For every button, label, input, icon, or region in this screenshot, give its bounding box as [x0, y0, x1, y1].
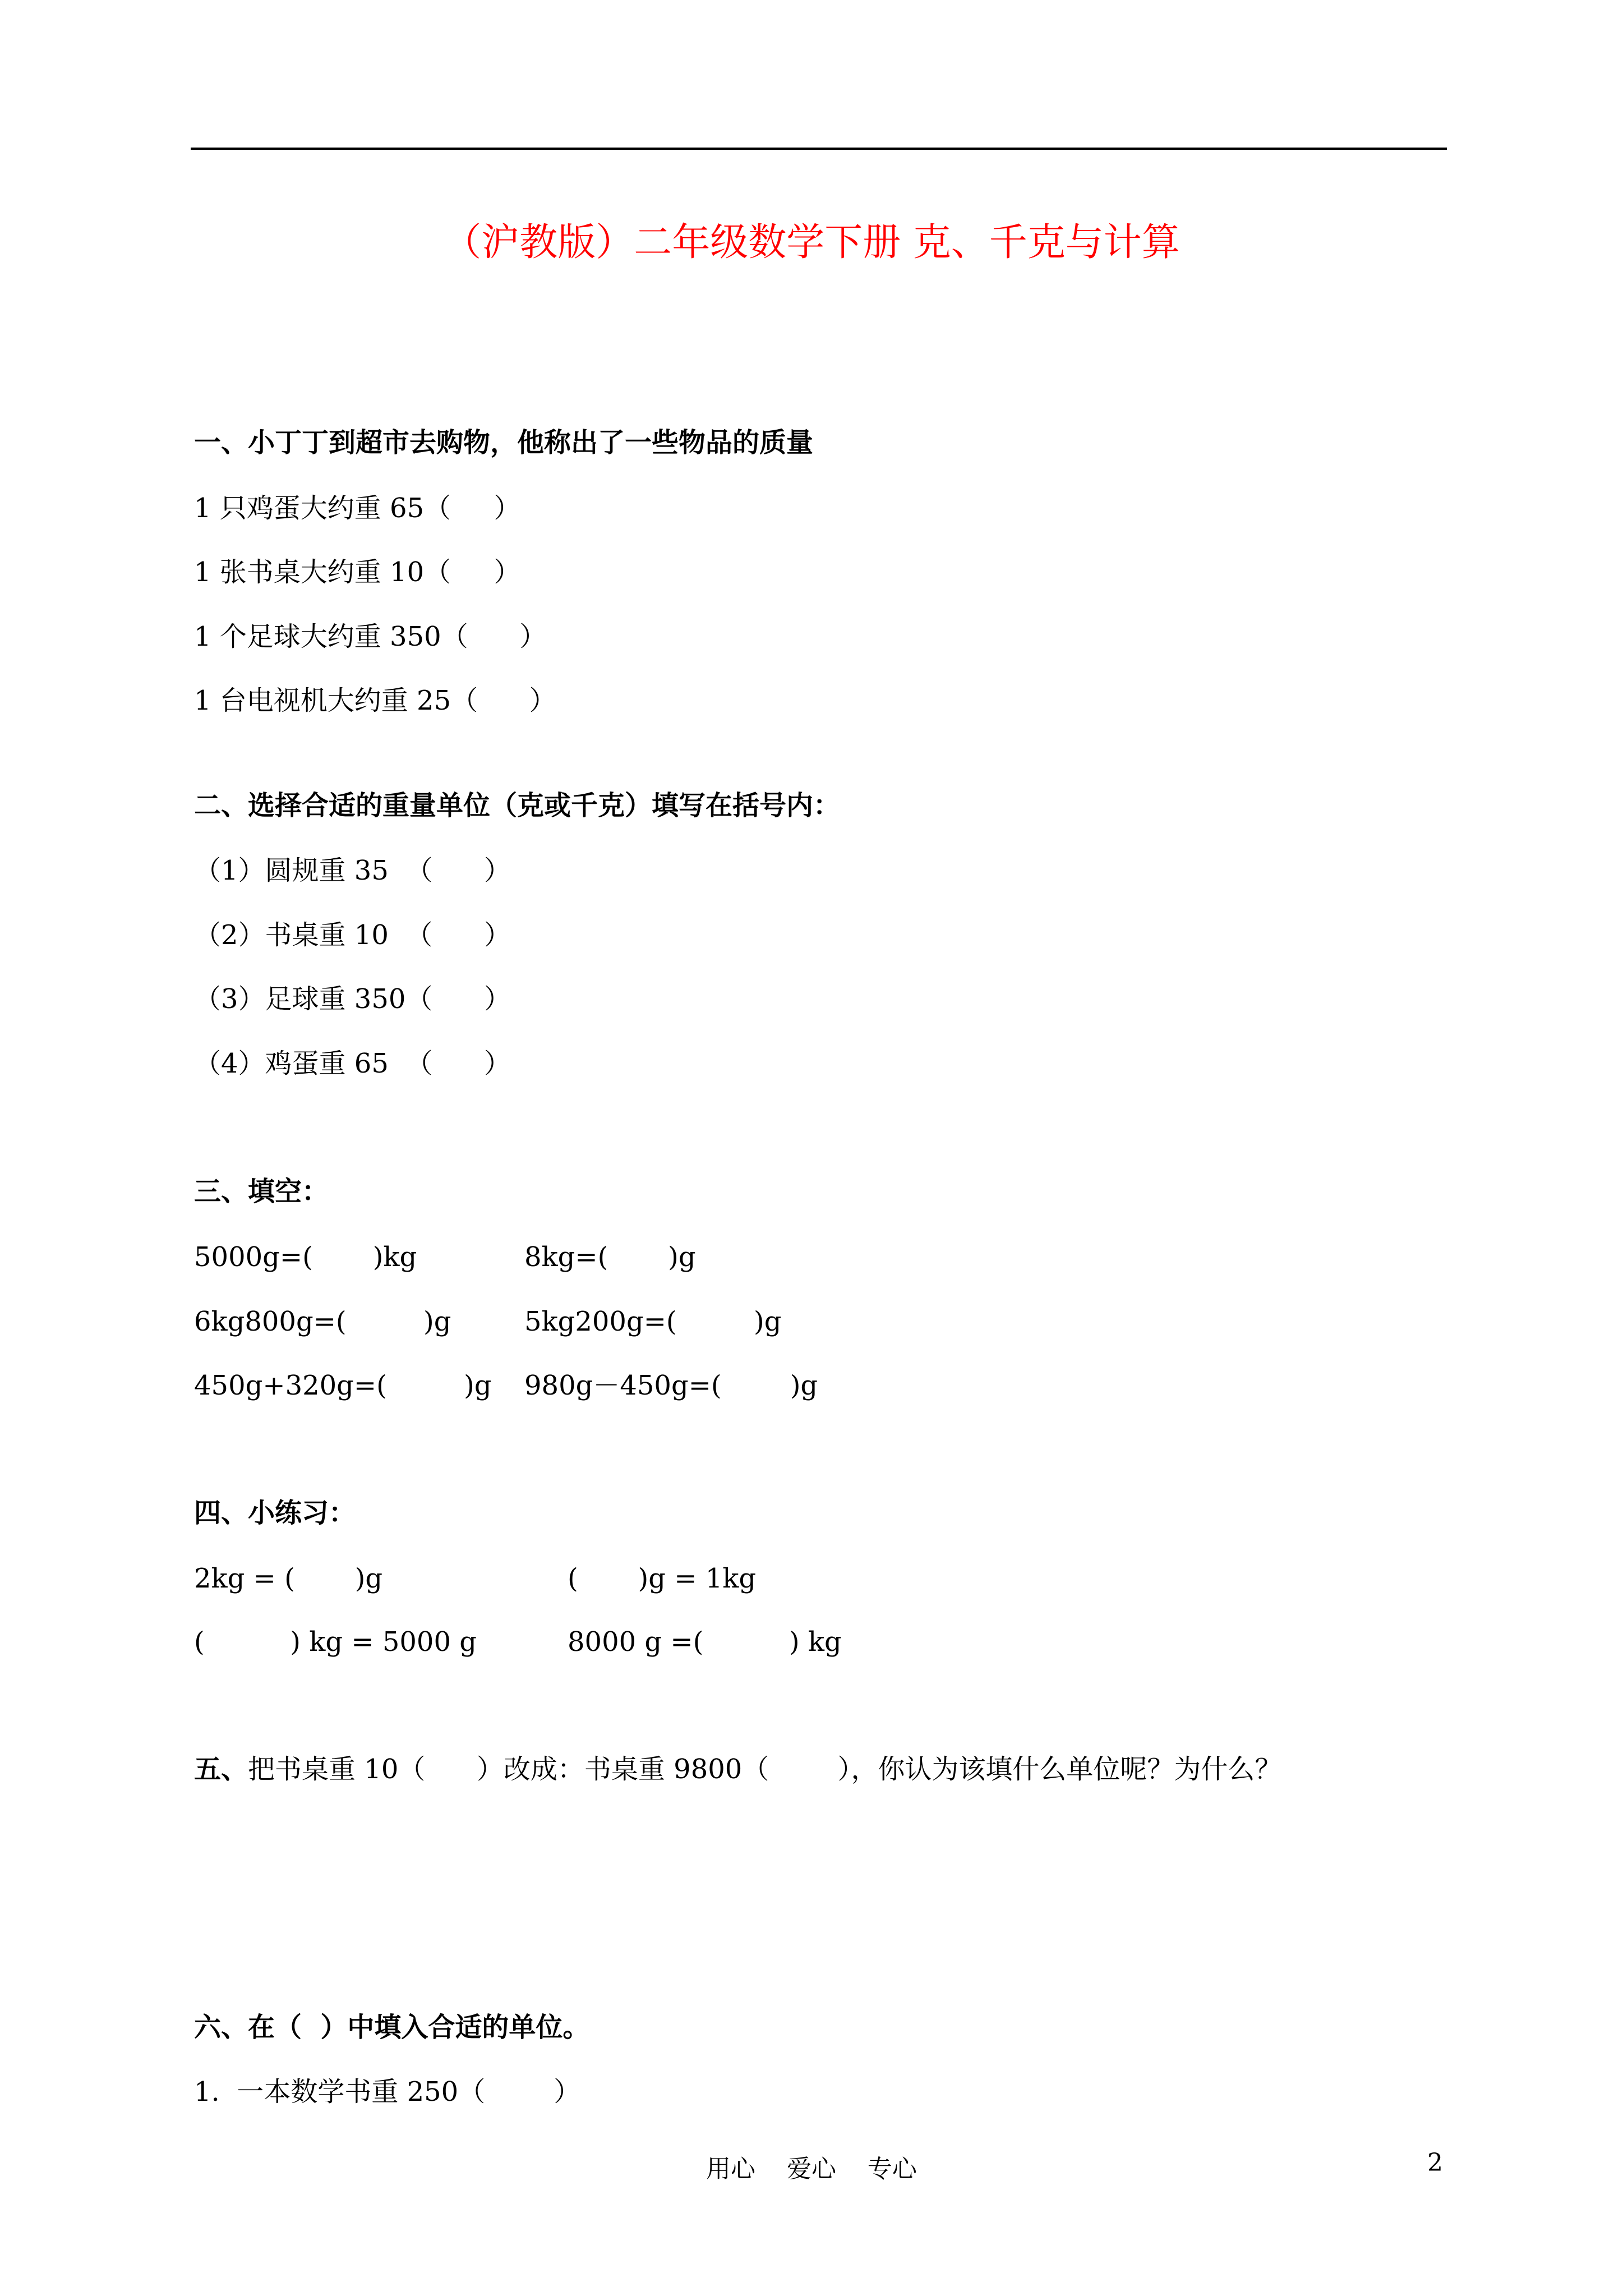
section-6-item: 1. 一本数学书重 250（ ）	[194, 2076, 581, 2108]
section-3-right: 5kg200g=( )g	[524, 1306, 782, 1337]
section-1-item: 1 张书桌大约重 10（ ）	[194, 556, 521, 588]
section-3-left: 5000g=( )kg	[194, 1241, 417, 1273]
section-2-item: （4）鸡蛋重 65 （ ）	[194, 1048, 511, 1079]
section-4-heading: 四、小练习：	[194, 1497, 356, 1529]
section-6-heading: 六、在（ ）中填入合适的单位。	[194, 2012, 590, 2043]
section-2-heading: 二、选择合适的重量单位（克或千克）填写在括号内：	[194, 790, 841, 821]
section-1-item: 1 只鸡蛋大约重 65（ ）	[194, 493, 521, 524]
page-number: 2	[1427, 2148, 1443, 2177]
footer-motto: 用心 爱心 专心	[706, 2155, 917, 2183]
header-rule	[191, 148, 1447, 150]
section-3-right: 980g－450g=( )g	[524, 1370, 818, 1401]
section-4-right: 8000 g =( ) kg	[568, 1626, 842, 1658]
section-3-heading: 三、填空：	[194, 1176, 329, 1207]
section-4-left: ( ) kg = 5000 g	[194, 1626, 477, 1658]
section-3-left: 6kg800g=( )g	[194, 1306, 451, 1337]
section-4-right: ( )g = 1kg	[568, 1563, 757, 1594]
section-3-left: 450g+320g=( )g	[194, 1370, 492, 1401]
section-5-heading: 五、	[194, 1754, 248, 1785]
section-5-text: 把书桌重 10（ ）改成：书桌重 9800（ ），你认为该填什么单位呢？为什么？	[248, 1754, 1282, 1785]
section-1-item: 1 台电视机大约重 25（ ）	[194, 685, 556, 716]
section-1-heading: 一、小丁丁到超市去购物，他称出了一些物品的质量	[194, 427, 814, 458]
section-1-item: 1 个足球大约重 350（ ）	[194, 621, 547, 652]
section-4-left: 2kg = ( )g	[194, 1563, 383, 1594]
section-2-item: （3）足球重 350（ ）	[194, 983, 511, 1015]
page-title: （沪教版）二年级数学下册 克、千克与计算	[443, 220, 1180, 265]
section-3-right: 8kg=( )g	[524, 1241, 696, 1273]
section-2-item: （2）书桌重 10 （ ）	[194, 919, 511, 951]
section-5	[194, 1756, 1281, 1783]
section-2-item: （1）圆规重 35 （ ）	[194, 855, 511, 886]
